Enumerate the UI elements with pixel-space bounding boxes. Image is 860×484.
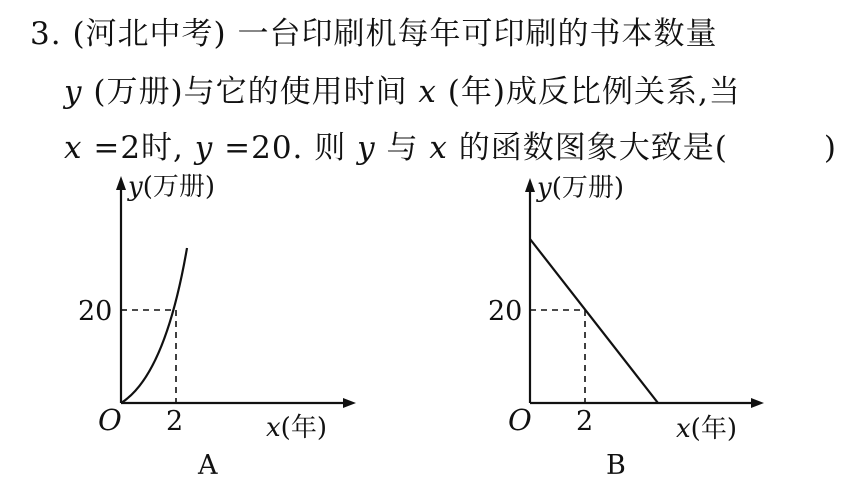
var-x-ref: x [429, 130, 448, 166]
graph-b-option-label: B [606, 450, 626, 481]
graph-b-y-var: y [537, 173, 552, 203]
question-eq-2: =20. 则 [224, 130, 347, 166]
graph-b-x-unit: (年) [690, 414, 737, 444]
question-text-3b: 的函数图象大致是( [458, 130, 728, 166]
graph-a-x-tick: 2 [166, 406, 184, 437]
graph-b [488, 173, 764, 481]
var-y-eq: y [194, 130, 214, 166]
graph-a-x-unit: (年) [280, 413, 327, 443]
question-number: 3. [30, 16, 62, 52]
question-source: (河北中考) [72, 16, 227, 52]
graph-b-y-tick: 20 [488, 296, 523, 327]
graph-b-line [530, 239, 658, 403]
graph-b-x-label [676, 414, 737, 444]
graph-a-y-var: y [128, 172, 143, 202]
graph-b-y-label [536, 173, 624, 203]
graph-b-y-unit: (万册) [551, 173, 624, 203]
graph-a-y-label [127, 172, 215, 202]
question-eq-1: =2时, [93, 130, 184, 166]
question-text-2b: (年)成反比例关系,当 [447, 74, 741, 110]
graph-a [78, 172, 356, 481]
graph-a-y-unit: (万册) [142, 172, 215, 202]
question-text-3a: 与 [386, 130, 419, 166]
var-x: x [418, 74, 437, 110]
graph-b-x-arrow [751, 398, 764, 408]
graph-a-curve [121, 248, 187, 403]
graph-a-y-tick: 20 [78, 296, 113, 327]
graph-b-y-arrow [525, 178, 535, 192]
question-text-2a: (万册)与它的使用时间 [93, 74, 408, 110]
graph-a-option-label: A [198, 450, 218, 481]
question-close-paren: ) [823, 130, 837, 166]
graph-b-x-tick: 2 [576, 406, 594, 437]
graph-b-x-var: x [676, 414, 691, 444]
graph-a-origin-label: O [98, 403, 122, 437]
graph-b-origin-label: O [508, 403, 532, 437]
graph-a-y-arrow [116, 176, 126, 190]
var-x-eq: x [64, 130, 83, 166]
graph-a-x-arrow [343, 398, 356, 408]
graph-a-x-label [266, 413, 327, 443]
var-y: y [64, 74, 83, 110]
question-text-1: 一台印刷机每年可印刷的书本数量 [237, 16, 718, 52]
graph-a-x-var: x [266, 413, 281, 443]
var-y-ref: y [357, 130, 376, 166]
